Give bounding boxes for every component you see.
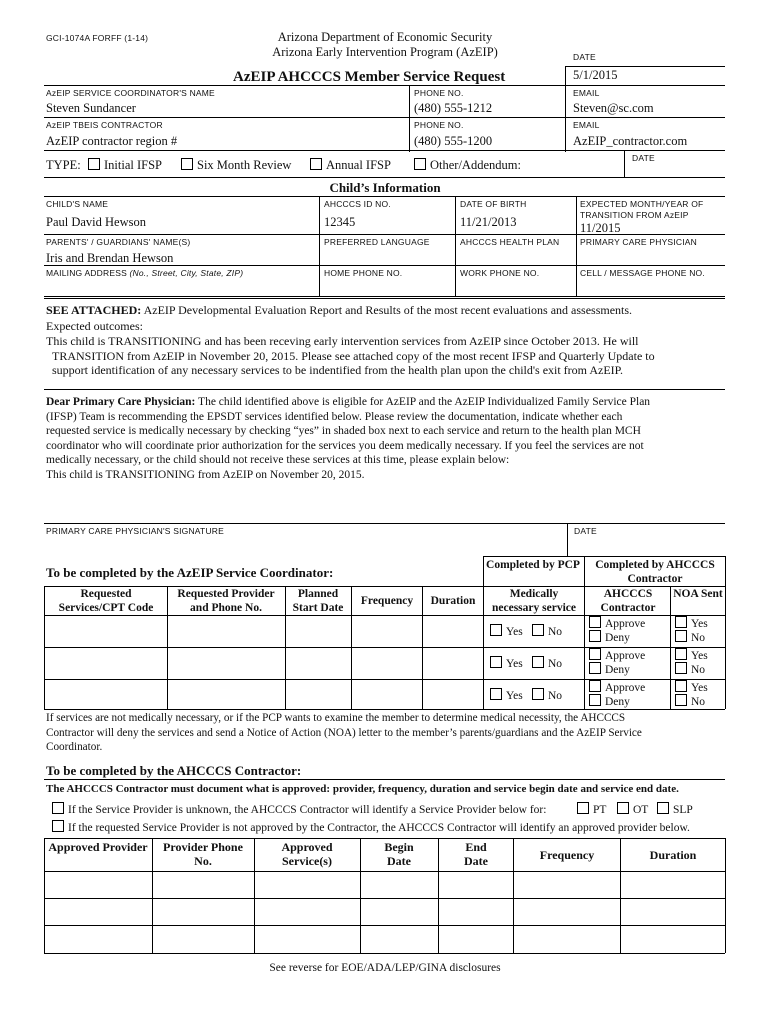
parents-field[interactable]: Iris and Brendan Hewson [46, 251, 174, 265]
health-plan-label: AHCCCS HEALTH PLAN [460, 237, 560, 247]
type-other-addendum[interactable]: Other/Addendum: [414, 158, 521, 173]
approve-checkbox[interactable]: Approve [589, 680, 645, 694]
coordinator-email-label: EMAIL [573, 88, 600, 98]
childs-name-field[interactable]: Paul David Hewson [46, 215, 146, 229]
noa-note: If services are not medically necessary, or if the PCP wants to examine the member to determine medical necessity, the AHCCCS Contractor will deny the services and send a Notice of Action (NOA) letter to the member’s parents/guardians and the AzEIP Service Coordinator. [46, 712, 642, 753]
pcp-no-checkbox[interactable]: No [532, 688, 562, 702]
checkbox[interactable] [414, 158, 426, 170]
dob-field[interactable]: 11/21/2013 [460, 215, 517, 229]
date-label: DATE [573, 52, 596, 62]
pt-checkbox[interactable]: PT [577, 802, 606, 816]
agency-header [200, 30, 570, 60]
deny-checkbox[interactable]: Deny [589, 662, 630, 676]
checkbox[interactable] [181, 158, 193, 170]
noa-no-checkbox[interactable]: No [675, 694, 705, 708]
col-provider-phone: Provider Phone No. [163, 840, 243, 868]
col-duration: Duration [649, 848, 697, 862]
provider-unknown-option[interactable]: If the Service Provider is unknown, the AHCCCS Contractor will identify a Service Provider below for: [52, 802, 546, 816]
pcp-no-checkbox[interactable]: No [532, 656, 562, 670]
coordinator-email-field[interactable]: Steven@sc.com [573, 101, 654, 115]
footer-disclosure: See reverse for EOE/ADA/LEP/GINA disclosures [269, 962, 501, 974]
pcp-no-checkbox[interactable]: No [532, 624, 562, 638]
coordinator-phone-field[interactable]: (480) 555-1212 [414, 101, 493, 115]
ahcccs-id-field[interactable]: 12345 [324, 215, 356, 229]
ot-checkbox[interactable]: OT [617, 802, 648, 816]
ahcccs-instruction: The AHCCCS Contractor must document what is approved: provider, frequency, duration and service begin date and service end date. [46, 783, 679, 795]
col-planned-start: Planned Start Date [292, 588, 344, 614]
explanation-field[interactable]: This child is TRANSITIONING from AzEIP on November 20, 2015. [46, 468, 365, 481]
col-begin-date: Begin Date [384, 840, 414, 868]
noa-yes-checkbox[interactable]: Yes [675, 616, 708, 630]
home-phone-label: HOME PHONE NO. [324, 268, 403, 278]
pcp-yes-checkbox[interactable]: Yes [490, 624, 523, 638]
approve-checkbox[interactable]: Approve [589, 648, 645, 662]
parents-label: PARENTS' / GUARDIANS' NAME(S) [46, 237, 191, 247]
signature-date-label: DATE [574, 526, 597, 536]
signature-date-field[interactable] [574, 540, 722, 555]
type-initial-ifsp[interactable]: Initial IFSP [88, 158, 162, 173]
col-noa-sent: NOA Sent [673, 588, 723, 600]
transition-label: EXPECTED MONTH/YEAR OF TRANSITION FROM AzEIP [580, 199, 704, 220]
provider-not-approved-option[interactable]: If the requested Service Provider is not approved by the Contractor, the AHCCCS Contractor will identify an approved provider below. [52, 820, 690, 834]
noa-no-checkbox[interactable]: No [675, 630, 705, 644]
address-label: MAILING ADDRESS (No., Street, City, State, ZIP) [46, 268, 244, 278]
noa-yes-checkbox[interactable]: Yes [675, 680, 708, 694]
agency-line-1: Arizona Department of Economic Security [277, 30, 493, 44]
col-end-date: End Date [464, 840, 488, 868]
childs-name-label: CHILD'S NAME [46, 199, 109, 209]
see-attached: SEE ATTACHED: AzEIP Developmental Evaluation Report and Results of the most recent evaluations and assessments. [46, 303, 633, 317]
cell-phone-label: CELL / MESSAGE PHONE NO. [580, 268, 705, 278]
ahcccs-section-title: To be completed by the AHCCCS Contractor: [46, 763, 302, 778]
col-medically-necessary: Medically necessary service [492, 588, 576, 614]
expected-outcomes-text[interactable]: This child is TRANSITIONING and has been receving early intervention services from AzEIP since October 2013. He will TRANSITION from AzEIP in November 20, 2015. Please see attached copy of the most recent IFSP and Quarterly Update to support identification of any necessary services to be indentified from the health plan upon the child's exit from AzEIP. [46, 334, 655, 377]
checkbox[interactable] [310, 158, 322, 170]
col-requested-services: Requested Services/CPT Code [58, 588, 154, 614]
child-section-title: Child’s Information [329, 180, 441, 195]
type-six-month-review[interactable]: Six Month Review [181, 158, 291, 173]
checkbox[interactable] [88, 158, 100, 170]
signature-label: PRIMARY CARE PHYSICIAN'S SIGNATURE [46, 526, 224, 536]
noa-yes-checkbox[interactable]: Yes [675, 648, 708, 662]
contractor-phone-label: PHONE NO. [414, 120, 464, 130]
contractor-header: Completed by AHCCCS Contractor [595, 559, 715, 585]
form-id: GCI-1074A FORFF (1-14) [46, 33, 149, 43]
language-label: PREFERRED LANGUAGE [324, 237, 430, 247]
ahcccs-id-label: AHCCCS ID NO. [324, 199, 391, 209]
noa-no-checkbox[interactable]: No [675, 662, 705, 676]
coordinator-name-label: AzEIP SERVICE COORDINATOR'S NAME [46, 88, 215, 98]
col-ahcccs-contractor: AHCCCS Contractor [600, 588, 656, 614]
signature-field[interactable] [46, 540, 561, 555]
dob-label: DATE OF BIRTH [460, 199, 527, 209]
coord-table-title: To be completed by the AzEIP Service Coordinator: [46, 565, 334, 580]
agency-line-2: Arizona Early Intervention Program (AzEIP) [272, 45, 498, 59]
transition-field[interactable]: 11/2015 [580, 221, 621, 235]
contractor-email-field[interactable]: AzEIP_contractor.com [573, 134, 688, 148]
approve-checkbox[interactable]: Approve [589, 616, 645, 630]
work-phone-label: WORK PHONE NO. [460, 268, 540, 278]
contractor-label: AzEIP TBEIS CONTRACTOR [46, 120, 163, 130]
type-annual-ifsp[interactable]: Annual IFSP [310, 158, 391, 173]
col-approved-services: Approved Service(s) [281, 840, 333, 868]
coordinator-name-field[interactable]: Steven Sundancer [46, 101, 136, 115]
slp-checkbox[interactable]: SLP [657, 802, 693, 816]
pcp-letter: Dear Primary Care Physician: The child identified above is eligible for AzEIP and the AzEIP Individualized Family Service Plan (IFSP) Team is recommending the EPSDT services identified below. Please review the documentation, indicate whether each requested service is medically necessary by checking “yes” in shaded box next to each service and return to the health plan MCH coordinator who will coordinate prior authorization for the services you deem medically necessary. If you feel the services are not medically necessary, or the child should not receive these services at this time, please explain below: This child is TRANSITIONING from AzEIP on November 20, 2015. [46, 395, 718, 482]
contractor-name-field[interactable]: AzEIP contractor region # [46, 134, 178, 148]
col-approved-provider: Approved Provider [48, 840, 148, 854]
col-frequency: Frequency [539, 848, 595, 862]
col-duration: Duration [430, 595, 476, 607]
date-field[interactable]: 5/1/2015 [573, 68, 618, 82]
checkbox[interactable] [52, 802, 64, 814]
type-date-label: DATE [632, 153, 655, 163]
type-label: TYPE: [46, 158, 81, 172]
contractor-phone-field[interactable]: (480) 555-1200 [414, 134, 493, 148]
pcp-yes-checkbox[interactable]: Yes [490, 688, 523, 702]
contractor-email-label: EMAIL [573, 120, 600, 130]
expected-outcomes-label: Expected outcomes: [46, 319, 143, 333]
checkbox[interactable] [52, 820, 64, 832]
coordinator-phone-label: PHONE NO. [414, 88, 464, 98]
pcp-label: PRIMARY CARE PHYSICIAN [580, 237, 697, 247]
deny-checkbox[interactable]: Deny [589, 630, 630, 644]
pcp-yes-checkbox[interactable]: Yes [490, 656, 523, 670]
deny-checkbox[interactable]: Deny [589, 694, 630, 708]
form-title: AzEIP AHCCCS Member Service Request [233, 69, 506, 85]
pcp-header: Completed by PCP [486, 559, 580, 571]
col-frequency: Frequency [360, 595, 414, 607]
col-requested-provider: Requested Provider and Phone No. [177, 588, 275, 614]
